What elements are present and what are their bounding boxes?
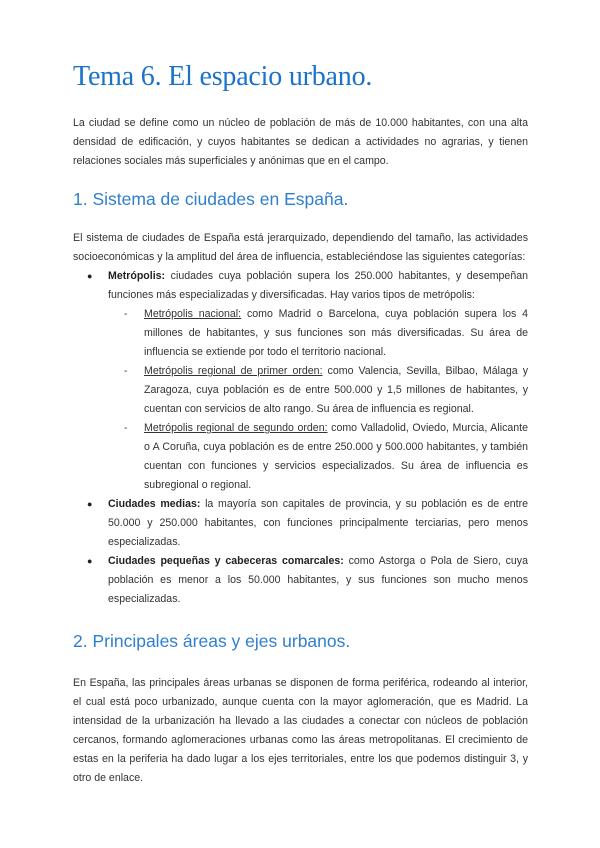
bullet-icon: ● [87, 271, 93, 281]
metropolis-types-list [108, 305, 528, 495]
bullet-icon: ● [87, 556, 93, 566]
sub-item-label: Metrópolis regional de primer orden: [144, 365, 323, 377]
sub-item-text: como Madrid o Barcelona, cuya población supera los 4 millones de habitantes, y sus funciones son más diversificadas. Su área de influencia se extiende por todo el territorio nacional. [144, 308, 528, 358]
dash-icon: - [124, 308, 128, 320]
sub-item-text: como Valladolid, Oviedo, Murcia, Alicante o A Coruña, cuya población es de entre 250.000 y 500.000 habitantes, y también cuentan con funciones y servicios especializados. Su área de influencia es subregional o regional. [144, 422, 528, 491]
item-label: Ciudades pequeñas y cabeceras comarcales: [108, 555, 344, 567]
bullet-icon: ● [87, 499, 93, 509]
section-2-paragraph: En España, las principales áreas urbanas se disponen de forma periférica, rodeando al interior, el cual está poco urbanizado, aunque cuenta con la mayor aglomeración, que es Madrid. La intensidad de la urbanización ha llevado a las ciudades a conectar con núcleos de población cercanos, formando aglomeraciones urbanas como las áreas metropolitanas. El crecimiento de estas en la periferia ha dado lugar a los ejes territoriales, entre los que podemos distinguir 3, y otro de enlace. [73, 677, 528, 784]
sub-item-metropolis-regional-segundo-orden [124, 419, 528, 495]
dash-icon: - [124, 422, 128, 434]
category-list [73, 267, 528, 609]
document-title: Tema 6. El espacio urbano. [73, 61, 373, 92]
sub-item-text: como Valencia, Sevilla, Bilbao, Málaga y Zaragoza, cuya población es de entre 500.000 y 1,5 millones de habitantes, y cuentan con servicios de alto rango. Su área de influencia es regional. [144, 365, 528, 415]
list-item-ciudades-pequenas [87, 552, 528, 609]
sub-item-metropolis-nacional [124, 305, 528, 362]
item-text: como Astorga o Pola de Siero, cuya población es menor a los 50.000 habitantes, y sus funciones son mucho menos especializadas. [108, 555, 528, 605]
section-1-heading: 1. Sistema de ciudades en España. [73, 189, 349, 209]
section-1-paragraph: El sistema de ciudades de España está jerarquizado, dependiendo del tamaño, las actividades socioeconómicas y la amplitud del área de influencia, estableciéndose las siguientes categorías: [73, 232, 528, 263]
item-label: Ciudades medias: [108, 498, 201, 510]
item-text: ciudades cuya población supera los 250.000 habitantes, y desempeñan funciones más especializadas y diversificadas. Hay varios tipos de metrópolis: [108, 270, 528, 301]
section-2-heading: 2. Principales áreas y ejes urbanos. [73, 631, 351, 651]
sub-item-label: Metrópolis nacional: [144, 308, 242, 320]
dash-icon: - [124, 365, 128, 377]
sub-item-label: Metrópolis regional de segundo orden: [144, 422, 328, 434]
sub-item-metropolis-regional-primer-orden [124, 362, 528, 419]
list-item-metropolis [87, 267, 528, 495]
list-item-ciudades-medias [87, 495, 528, 552]
item-text: la mayoría son capitales de provincia, y su población es de entre 50.000 y 250.000 habitantes, con funciones principalmente terciarias, pero menos especializadas. [108, 498, 528, 548]
intro-paragraph: La ciudad se define como un núcleo de población de más de 10.000 habitantes, con una alta densidad de edificación, y cuyos habitantes se dedican a actividades no agrarias, y tienen relaciones sociales más superficiales y anónimas que en el campo. [73, 117, 528, 167]
item-label: Metrópolis: [108, 270, 166, 282]
